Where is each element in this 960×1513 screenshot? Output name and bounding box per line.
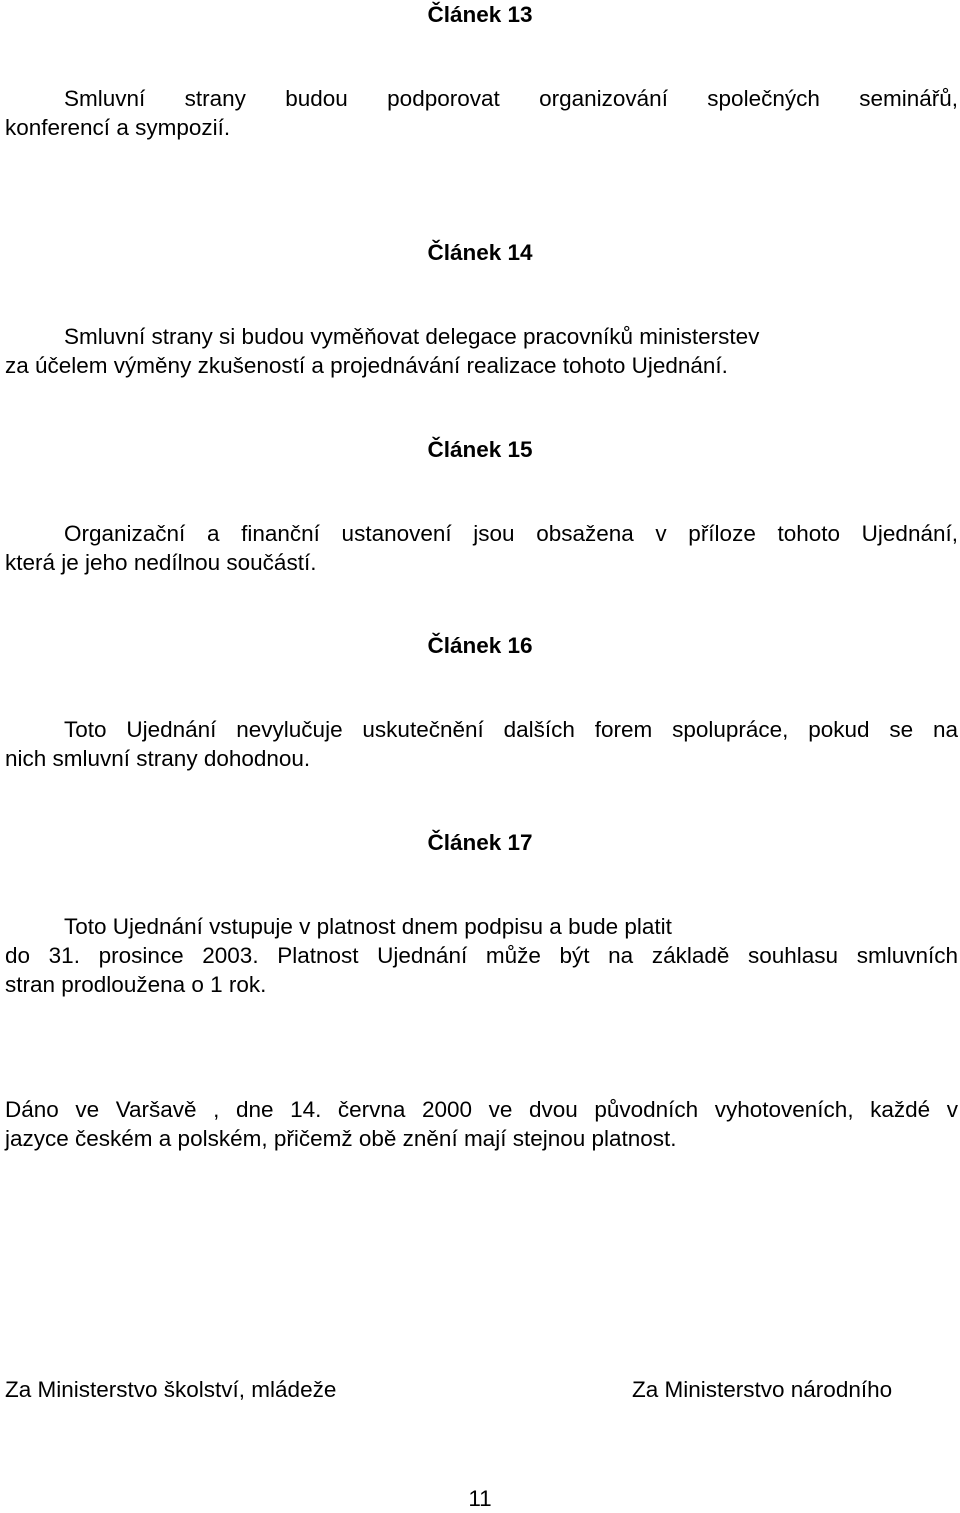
text-line: Smluvní strany si budou vyměňovat delegace pracovníků ministerstev: [64, 324, 760, 349]
text-line: Toto Ujednání nevylučuje uskutečnění dalších forem spolupráce, pokud se na: [64, 717, 958, 742]
closing-text: [5, 1095, 958, 1153]
text-line: nich smluvní strany dohodnou.: [5, 746, 311, 771]
text-line: Organizační a finanční ustanovení jsou obsažena v příloze tohoto Ujednání,: [64, 521, 958, 546]
text-line: Smluvní strany budou podporovat organizování společných seminářů,: [64, 86, 958, 111]
article-16-text: [5, 715, 958, 773]
article-17-heading: Článek 17: [427, 830, 533, 855]
text-line: za účelem výměny zkušeností a projednávání realizace tohoto Ujednání.: [5, 353, 728, 378]
text-line: Toto Ujednání vstupuje v platnost dnem podpisu a bude platit: [64, 914, 672, 939]
article-14-heading: Článek 14: [427, 240, 533, 265]
text-line: Dáno ve Varšavě , dne 14. června 2000 ve dvou původních vyhotoveních, každé v: [5, 1097, 958, 1122]
signature-right: Za Ministerstvo národního: [632, 1377, 893, 1402]
text-line: jazyce českém a polském, přičemž obě znění mají stejnou platnost.: [5, 1126, 677, 1151]
article-15-heading: Článek 15: [427, 437, 533, 462]
article-16-heading: Článek 16: [427, 633, 533, 658]
article-13-text: [5, 84, 958, 142]
signature-left: Za Ministerstvo školství, mládeže: [5, 1377, 337, 1402]
page-number: 11: [468, 1486, 492, 1511]
text-line: konferencí a sympozií.: [5, 115, 231, 140]
text-line: do 31. prosince 2003. Platnost Ujednání může být na základě souhlasu smluvních: [5, 943, 958, 968]
article-17-text: [5, 912, 958, 999]
text-line: stran prodloužena o 1 rok.: [5, 972, 267, 997]
article-14-text: [5, 322, 958, 380]
text-line: která je jeho nedílnou součástí.: [5, 550, 317, 575]
article-13-heading: Článek 13: [427, 2, 533, 27]
article-15-text: [5, 519, 958, 577]
